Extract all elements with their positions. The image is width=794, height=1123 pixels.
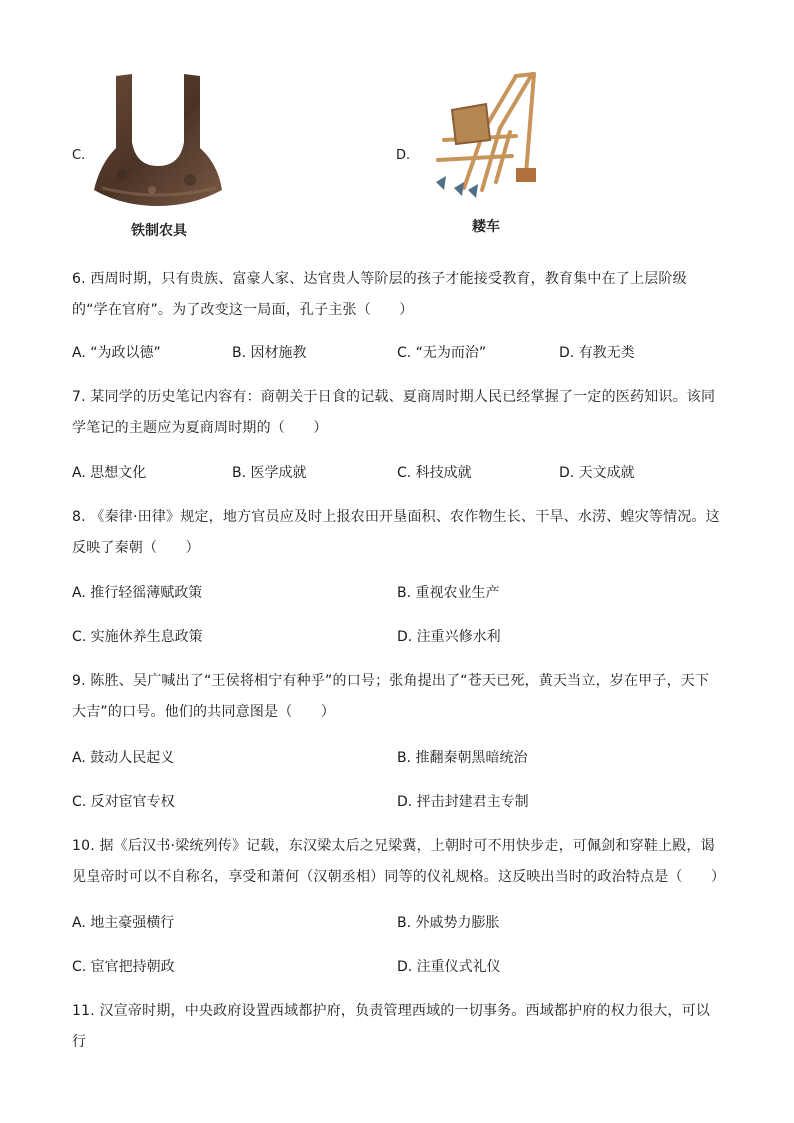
q7-option-b[interactable]: B. 医学成就	[232, 465, 307, 481]
question-6-text: 6. 西周时期，只有贵族、富豪人家、达官贵人等阶层的孩子才能接受教育，教育集中在了上层阶级的“学在官府”。为了改变这一局面，孔子主张（ ）	[72, 271, 687, 318]
q8-option-d[interactable]: D. 注重兴修水利	[397, 629, 501, 645]
question-8-options-row2	[72, 626, 722, 650]
q8-option-c[interactable]: C. 实施休养生息政策	[72, 629, 203, 645]
q6-option-d[interactable]: D. 有教无类	[559, 345, 635, 361]
option-d-letter: D.	[396, 148, 411, 163]
q10-option-d[interactable]: D. 注重仪式礼仪	[397, 959, 501, 975]
q6-option-b[interactable]: B. 因材施教	[232, 345, 307, 361]
question-9-options-row2	[72, 791, 722, 815]
q6-option-c[interactable]: C. “无为而治”	[397, 345, 487, 361]
seed-drill-caption: 耧车	[472, 219, 500, 235]
q9-option-a[interactable]: A. 鼓动人民起义	[72, 750, 175, 766]
q9-option-c[interactable]: C. 反对宦官专权	[72, 794, 175, 810]
question-6-options	[72, 342, 722, 366]
question-7-options	[72, 462, 722, 486]
question-11-text: 11. 汉宣帝时期，中央政府设置西域都护府，负责管理西域的一切事务。西域都护府的权力很大，可以行	[72, 1003, 711, 1050]
q9-option-b[interactable]: B. 推翻秦朝黑暗统治	[397, 750, 528, 766]
q10-option-c[interactable]: C. 宦官把持朝政	[72, 959, 175, 975]
q6-option-a[interactable]: A. “为政以德”	[72, 345, 161, 361]
question-9-options-row1	[72, 747, 722, 771]
q8-option-a[interactable]: A. 推行轻徭薄赋政策	[72, 585, 203, 601]
q10-option-b[interactable]: B. 外戚势力膨胀	[397, 915, 500, 931]
question-8-options-row1	[72, 582, 722, 606]
iron-farm-tool-caption: 铁制农具	[131, 223, 187, 239]
q7-option-c[interactable]: C. 科技成就	[397, 465, 472, 481]
option-c-letter: C.	[72, 148, 86, 163]
seed-drill-image	[424, 70, 544, 212]
question-10-options-row1	[72, 912, 722, 936]
question-8-text: 8. 《秦律·田律》规定，地方官员应及时上报农田开垦面积、农作物生长、干旱、水涝、蝗灾等情况。这反映了秦朝（ ）	[72, 509, 720, 556]
iron-farm-tool-image	[92, 70, 224, 210]
q8-option-b[interactable]: B. 重视农业生产	[397, 585, 500, 601]
question-7-text: 7. 某同学的历史笔记内容有：商朝关于日食的记载、夏商周时期人民已经掌握了一定的医药知识。该同学笔记的主题应为夏商周时期的（ ）	[72, 389, 716, 436]
q10-option-a[interactable]: A. 地主豪强横行	[72, 915, 175, 931]
question-9-text: 9. 陈胜、吴广喊出了“王侯将相宁有种乎”的口号；张角提出了“苍天已死，黄天当立，岁在甲子，天下大吉”的口号。他们的共同意图是（ ）	[72, 673, 710, 720]
image-options-row	[0, 60, 794, 250]
q7-option-a[interactable]: A. 思想文化	[72, 465, 147, 481]
q7-option-d[interactable]: D. 天文成就	[559, 465, 635, 481]
question-10-options-row2	[72, 956, 722, 980]
question-10-text: 10. 据《后汉书·梁统列传》记载，东汉梁太后之兄梁冀，上朝时可不用快步走，可佩剑和穿鞋上殿，谒见皇帝时可以不自称名，享受和萧何（汉朝丞相）同等的仪礼规格。这反映出当时的政治特点是（ ）	[72, 838, 726, 885]
q9-option-d[interactable]: D. 抨击封建君主专制	[397, 794, 529, 810]
